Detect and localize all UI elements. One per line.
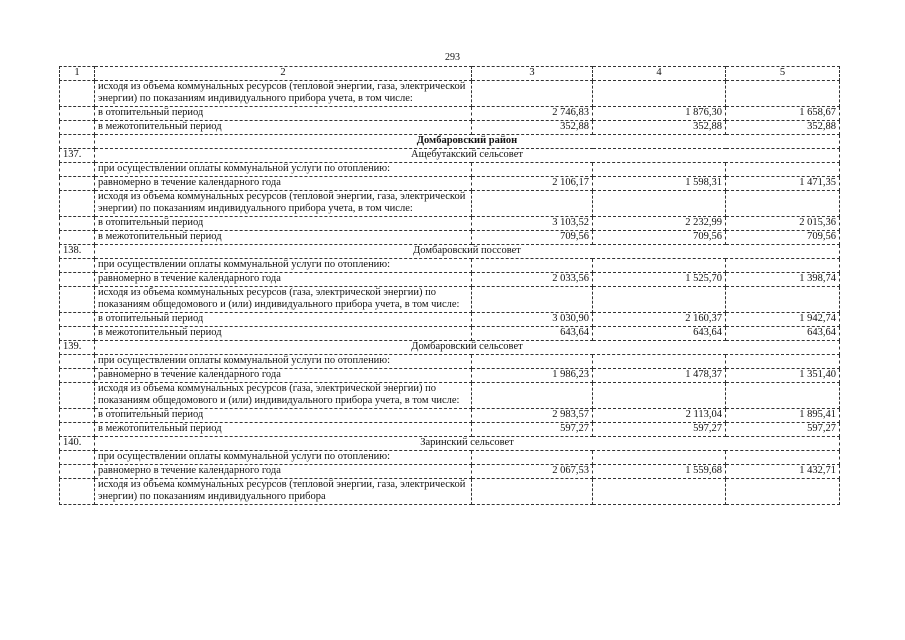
row-number-cell	[60, 120, 95, 134]
row-description: исходя из объема коммунальных ресурсов (тепловой энергии, газа, электрической энергии) по показаниям индивидуального прибора учета, в том числе:	[95, 190, 472, 216]
row-description: исходя из объема коммунальных ресурсов (тепловой энергии, газа, электрической энергии) по показаниям индивидуального прибора учета, в том числе:	[95, 80, 472, 106]
section-title: Заринский сельсовет	[95, 436, 840, 450]
row-number-cell	[60, 176, 95, 190]
table-row	[60, 106, 840, 120]
section-title: Домбаровский поссовет	[95, 244, 840, 258]
value-cell: 1 432,71	[726, 464, 840, 478]
value-cell	[472, 258, 593, 272]
table-row	[60, 464, 840, 478]
value-cell: 2 983,57	[472, 408, 593, 422]
row-number-cell: 138.	[60, 244, 95, 258]
row-description: исходя из объема коммунальных ресурсов (тепловой энергии, газа, электрической энергии) по показаниям индивидуального прибора	[95, 478, 472, 504]
row-number-cell	[60, 80, 95, 106]
table-row	[60, 258, 840, 272]
row-number-cell	[60, 478, 95, 504]
row-number-cell	[60, 134, 95, 148]
table-row	[60, 190, 840, 216]
column-header-row	[60, 67, 840, 81]
row-number-cell	[60, 326, 95, 340]
row-description: при осуществлении оплаты коммунальной услуги по отоплению:	[95, 450, 472, 464]
row-description: исходя из объема коммунальных ресурсов (газа, электрической энергии) по показаниям общедомового и (или) индивидуального прибора учета, в том числе:	[95, 382, 472, 408]
row-description: в отопительный период	[95, 408, 472, 422]
value-cell: 709,56	[726, 230, 840, 244]
table-row	[60, 80, 840, 106]
value-cell: 1 525,70	[593, 272, 726, 286]
value-cell: 709,56	[593, 230, 726, 244]
region-title: Домбаровский район	[95, 134, 840, 148]
value-cell: 352,88	[593, 120, 726, 134]
region-row	[60, 134, 840, 148]
row-description: при осуществлении оплаты коммунальной услуги по отоплению:	[95, 258, 472, 272]
value-cell	[472, 382, 593, 408]
row-description: в межотопительный период	[95, 422, 472, 436]
value-cell: 1 398,74	[726, 272, 840, 286]
column-header: 4	[593, 67, 726, 81]
row-number-cell: 140.	[60, 436, 95, 450]
value-cell	[726, 354, 840, 368]
value-cell	[726, 162, 840, 176]
table-row	[60, 450, 840, 464]
row-description: равномерно в течение календарного года	[95, 464, 472, 478]
value-cell	[593, 286, 726, 312]
value-cell: 2 067,53	[472, 464, 593, 478]
table-row	[60, 382, 840, 408]
section-row	[60, 340, 840, 354]
value-cell: 597,27	[593, 422, 726, 436]
value-cell: 352,88	[726, 120, 840, 134]
value-cell: 709,56	[472, 230, 593, 244]
row-description: при осуществлении оплаты коммунальной услуги по отоплению:	[95, 162, 472, 176]
value-cell: 3 030,90	[472, 312, 593, 326]
value-cell	[593, 258, 726, 272]
page-number: 293	[445, 52, 460, 63]
value-cell: 643,64	[593, 326, 726, 340]
value-cell: 1 471,35	[726, 176, 840, 190]
row-number-cell	[60, 162, 95, 176]
value-cell	[726, 80, 840, 106]
row-description: в отопительный период	[95, 312, 472, 326]
table-row	[60, 286, 840, 312]
row-number-cell	[60, 216, 95, 230]
value-cell	[472, 286, 593, 312]
table-row	[60, 216, 840, 230]
table-row	[60, 312, 840, 326]
value-cell	[593, 190, 726, 216]
value-cell: 1 478,37	[593, 368, 726, 382]
value-cell: 597,27	[726, 422, 840, 436]
value-cell: 3 103,52	[472, 216, 593, 230]
row-number-cell	[60, 422, 95, 436]
value-cell: 597,27	[472, 422, 593, 436]
value-cell	[726, 190, 840, 216]
value-cell	[593, 478, 726, 504]
value-cell: 2 113,04	[593, 408, 726, 422]
column-header: 2	[95, 67, 472, 81]
row-number-cell	[60, 382, 95, 408]
row-number-cell	[60, 464, 95, 478]
value-cell: 2 106,17	[472, 176, 593, 190]
section-title: Ащебутакский сельсовет	[95, 148, 840, 162]
row-number-cell	[60, 230, 95, 244]
value-cell	[726, 478, 840, 504]
value-cell: 1 598,31	[593, 176, 726, 190]
value-cell: 1 876,30	[593, 106, 726, 120]
row-description: равномерно в течение календарного года	[95, 176, 472, 190]
value-cell	[472, 478, 593, 504]
table-row	[60, 120, 840, 134]
row-number-cell	[60, 368, 95, 382]
value-cell	[726, 450, 840, 464]
row-number-cell	[60, 286, 95, 312]
table-row	[60, 272, 840, 286]
row-number-cell	[60, 106, 95, 120]
row-description: в отопительный период	[95, 106, 472, 120]
value-cell: 1 942,74	[726, 312, 840, 326]
row-description: в отопительный период	[95, 216, 472, 230]
value-cell	[593, 354, 726, 368]
row-number-cell	[60, 312, 95, 326]
table-row	[60, 408, 840, 422]
row-description: при осуществлении оплаты коммунальной услуги по отоплению:	[95, 354, 472, 368]
value-cell: 643,64	[726, 326, 840, 340]
value-cell	[593, 162, 726, 176]
row-description: равномерно в течение календарного года	[95, 368, 472, 382]
value-cell	[593, 382, 726, 408]
table-row	[60, 230, 840, 244]
table-row	[60, 176, 840, 190]
value-cell	[726, 258, 840, 272]
column-header: 3	[472, 67, 593, 81]
value-cell: 1 895,41	[726, 408, 840, 422]
value-cell: 2 232,99	[593, 216, 726, 230]
value-cell	[593, 80, 726, 106]
table-row	[60, 162, 840, 176]
value-cell	[593, 450, 726, 464]
row-description: в межотопительный период	[95, 326, 472, 340]
row-description: равномерно в течение календарного года	[95, 272, 472, 286]
section-row	[60, 436, 840, 450]
table-row	[60, 326, 840, 340]
row-number-cell	[60, 258, 95, 272]
row-number-cell	[60, 190, 95, 216]
value-cell: 352,88	[472, 120, 593, 134]
value-cell	[726, 382, 840, 408]
value-cell: 2 160,37	[593, 312, 726, 326]
column-header: 5	[726, 67, 840, 81]
tariff-table	[59, 66, 840, 505]
row-number-cell: 139.	[60, 340, 95, 354]
value-cell	[726, 286, 840, 312]
row-number-cell	[60, 272, 95, 286]
row-number-cell	[60, 450, 95, 464]
value-cell: 1 986,23	[472, 368, 593, 382]
row-description: в межотопительный период	[95, 230, 472, 244]
row-number-cell	[60, 354, 95, 368]
value-cell: 2 033,56	[472, 272, 593, 286]
value-cell	[472, 190, 593, 216]
value-cell	[472, 450, 593, 464]
value-cell	[472, 354, 593, 368]
value-cell	[472, 80, 593, 106]
row-description: в межотопительный период	[95, 120, 472, 134]
section-title: Домбаровский сельсовет	[95, 340, 840, 354]
value-cell: 2 746,83	[472, 106, 593, 120]
table-row	[60, 478, 840, 504]
row-description: исходя из объема коммунальных ресурсов (газа, электрической энергии) по показаниям общедомового и (или) индивидуального прибора учета, в том числе:	[95, 286, 472, 312]
section-row	[60, 148, 840, 162]
row-number-cell: 137.	[60, 148, 95, 162]
value-cell: 1 351,40	[726, 368, 840, 382]
value-cell: 2 015,36	[726, 216, 840, 230]
table-row	[60, 354, 840, 368]
value-cell: 1 658,67	[726, 106, 840, 120]
column-header: 1	[60, 67, 95, 81]
table-row	[60, 368, 840, 382]
table-row	[60, 422, 840, 436]
value-cell: 1 559,68	[593, 464, 726, 478]
value-cell: 643,64	[472, 326, 593, 340]
row-number-cell	[60, 408, 95, 422]
value-cell	[472, 162, 593, 176]
section-row	[60, 244, 840, 258]
